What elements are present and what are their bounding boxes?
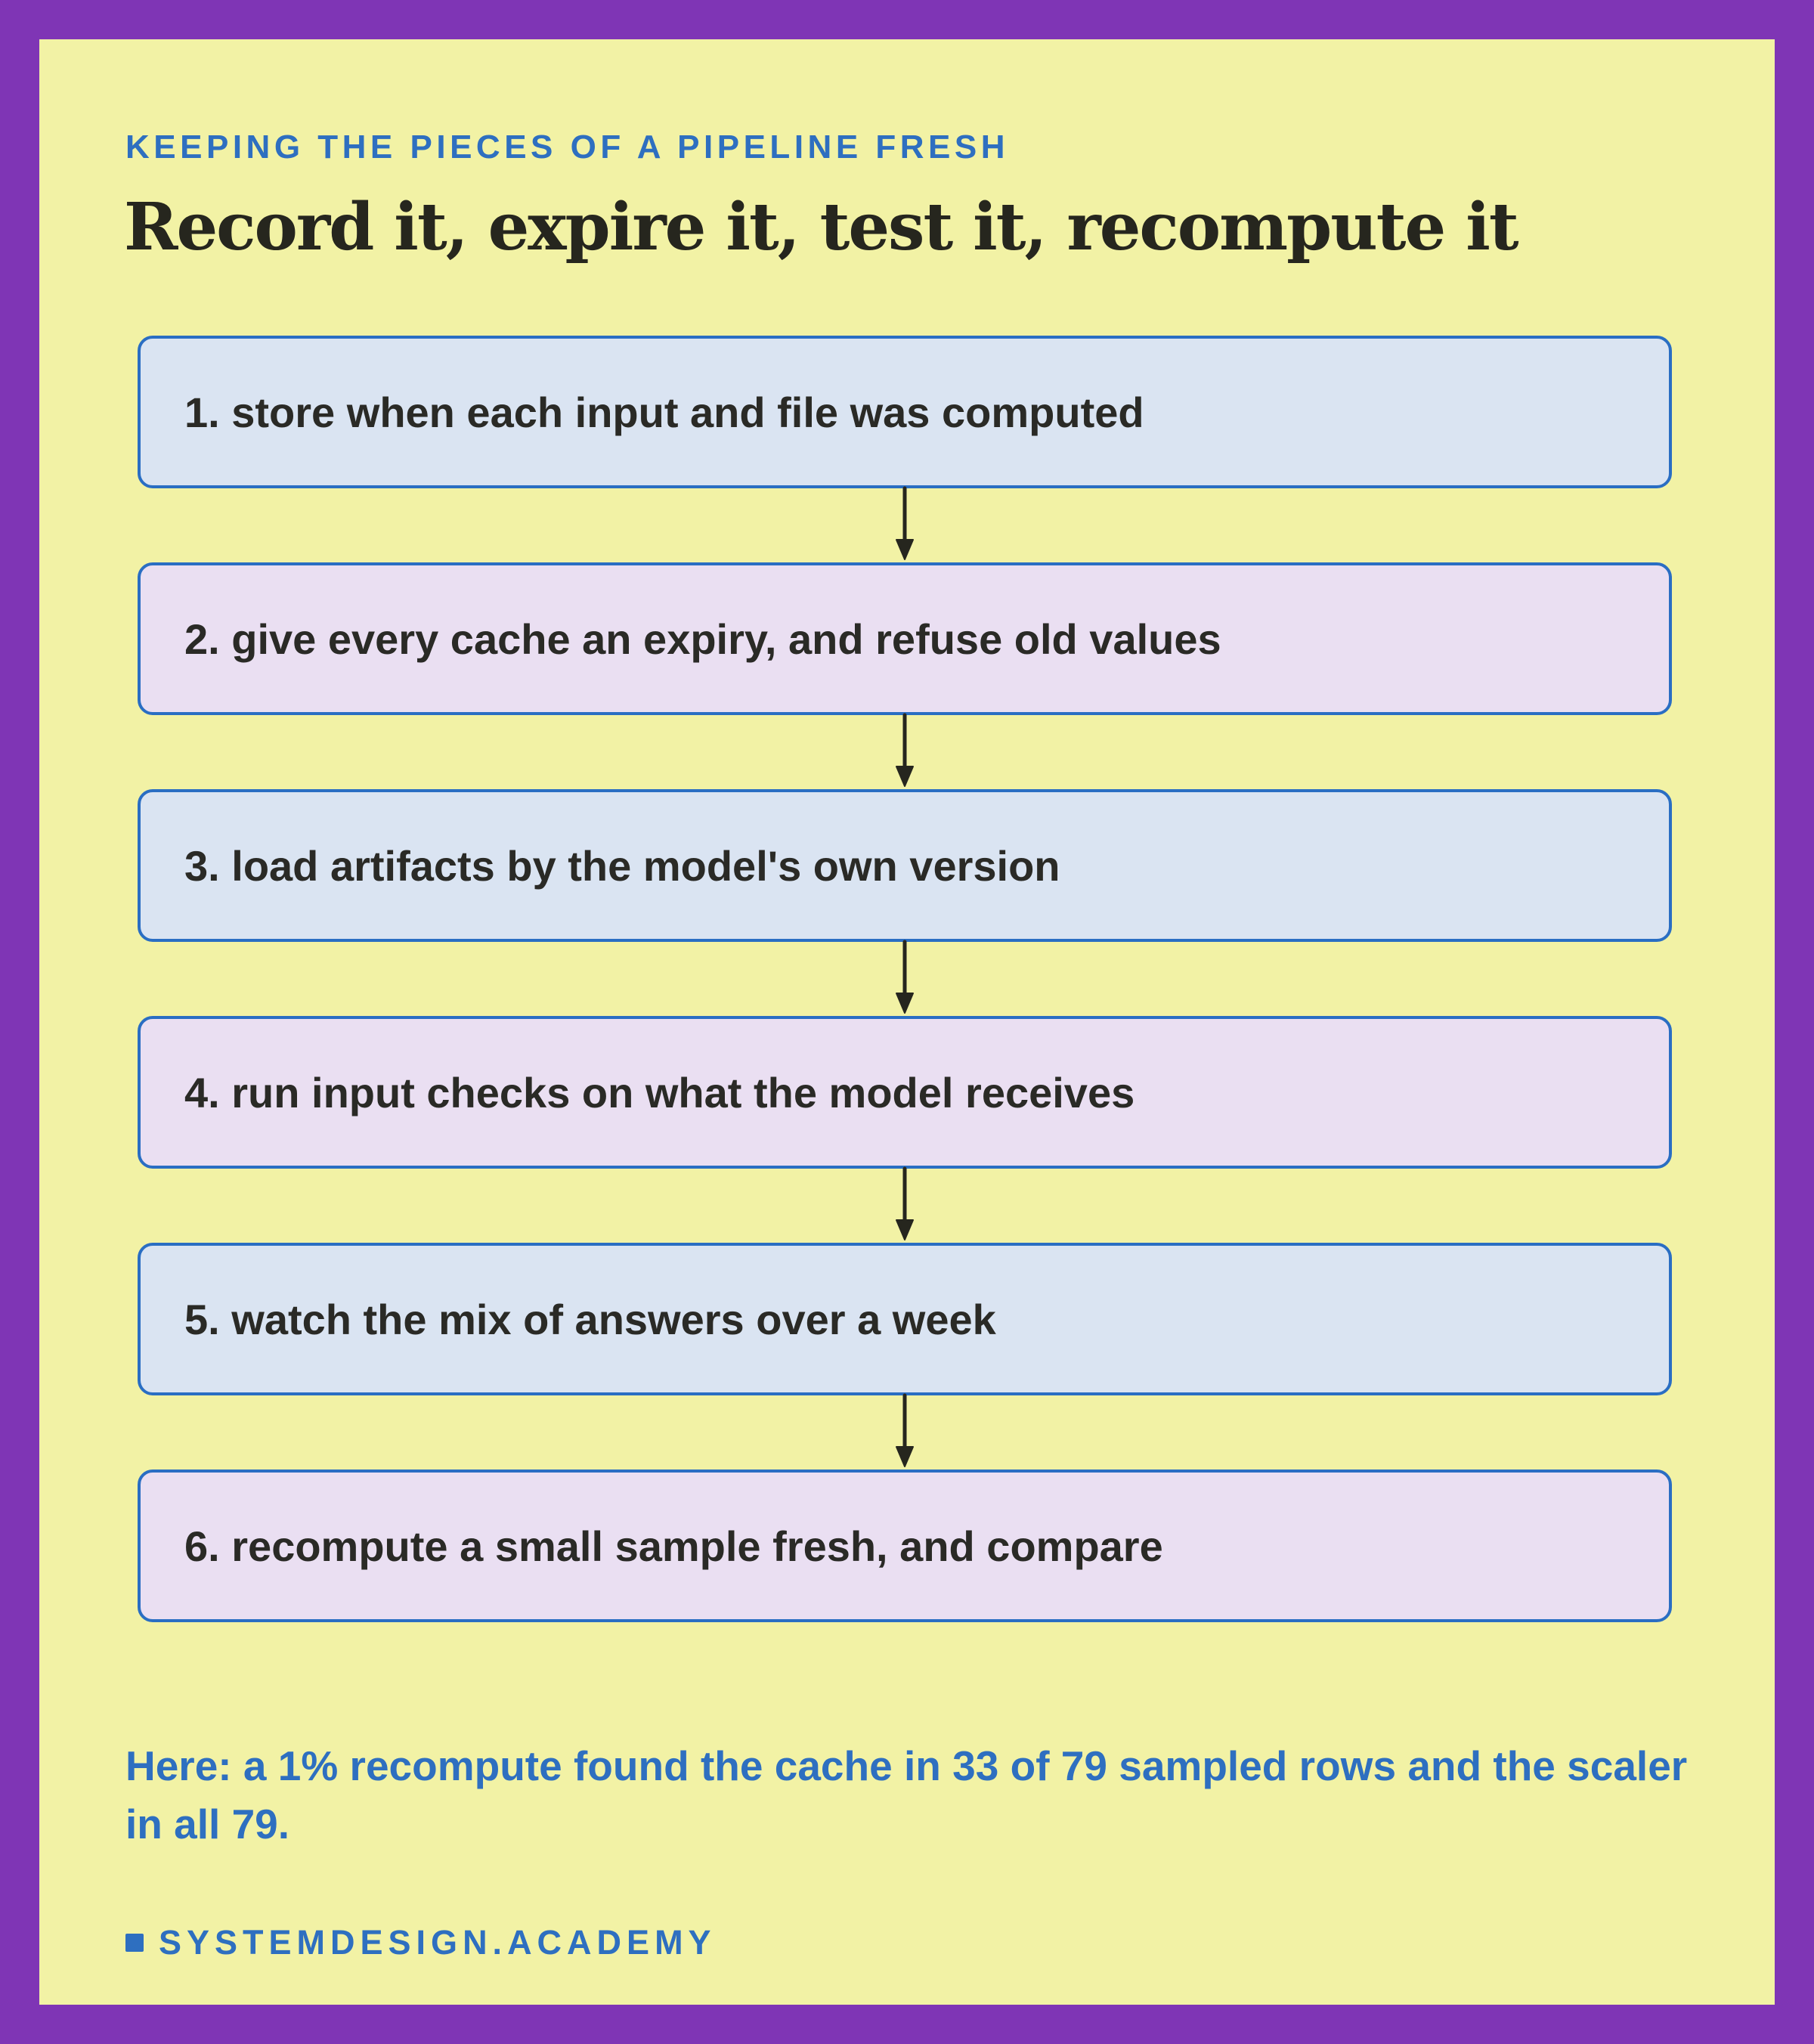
step-label: 4. run input checks on what the model receives — [184, 1069, 1135, 1116]
brand-square-icon — [125, 1934, 144, 1952]
flow-arrow — [896, 942, 913, 1013]
brand — [125, 1923, 717, 1962]
flow-arrow — [896, 488, 913, 559]
flow-arrow — [896, 715, 913, 786]
step-label: 5. watch the mix of answers over a week — [184, 1296, 996, 1343]
flow-arrow — [896, 1169, 913, 1240]
step-label: 1. store when each input and file was computed — [184, 389, 1144, 436]
step-box-5 — [139, 1244, 1670, 1394]
step-label: 6. recompute a small sample fresh, and compare — [184, 1522, 1163, 1570]
step-box-1 — [139, 337, 1670, 487]
step-box-2 — [139, 564, 1670, 714]
step-box-3 — [139, 791, 1670, 940]
step-box-6 — [139, 1471, 1670, 1621]
eyebrow: KEEPING THE PIECES OF A PIPELINE FRESH — [125, 129, 1010, 166]
page-title: Record it, expire it, test it, recompute it — [124, 189, 1518, 265]
flow-arrow — [896, 1395, 913, 1466]
card — [39, 39, 1775, 2005]
step-box-4 — [139, 1017, 1670, 1167]
step-label: 2. give every cache an expiry, and refuse old values — [184, 615, 1221, 663]
brand-name: SYSTEMDESIGN.ACADEMY — [159, 1923, 717, 1962]
step-label: 3. load artifacts by the model's own version — [184, 842, 1060, 890]
flow-diagram — [39, 39, 1775, 2005]
summary-note: Here: a 1% recompute found the cache in 33 of 79 sampled rows and the scaler in all 79. — [125, 1742, 1688, 1847]
